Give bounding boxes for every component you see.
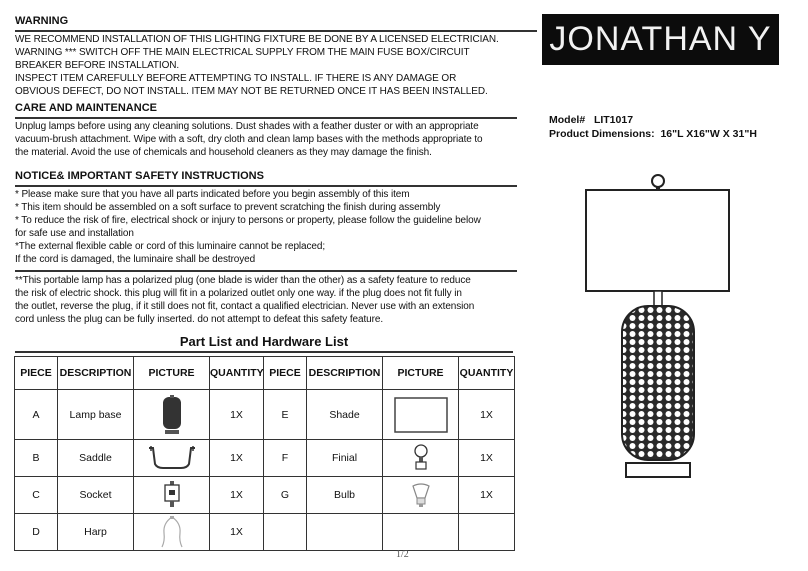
care-section: [15, 102, 517, 159]
notice-heading: NOTICE& IMPORTANT SAFETY INSTRUCTIONS: [15, 170, 264, 182]
description-cell: Socket: [58, 477, 134, 514]
picture-cell: [383, 440, 459, 477]
parts-divider: [15, 351, 513, 353]
polarized-text: [15, 274, 517, 326]
description-cell: Harp: [58, 514, 134, 551]
description-cell: Lamp base: [58, 390, 134, 440]
dimensions-label: Product Dimensions:: [549, 128, 655, 140]
parts-title: Part List and Hardware List: [179, 334, 349, 349]
polarized-line: the outlet, reverse the plug, if it still does not fit, contact a qualified electrician. Never use with an extension: [15, 301, 475, 312]
lamp-base-icon: [622, 306, 694, 460]
parts-table: [14, 356, 515, 551]
model-value: LIT1017: [593, 114, 634, 126]
quantity-cell: 1X: [459, 477, 515, 514]
piece-cell: G: [264, 477, 307, 514]
warning-heading: WARNING: [15, 15, 69, 27]
header-picture: PICTURE: [383, 357, 459, 390]
bulb-icon: [410, 482, 432, 508]
socket-icon: [162, 480, 182, 510]
lamp-illustration: [583, 170, 733, 485]
header-quantity: QUANTITY: [210, 357, 264, 390]
warning-line: OBVIOUS DEFECT, DO NOT INSTALL. ITEM MAY NOT BE RETURNED ONCE IT HAS BEEN INSTALLED.: [15, 86, 488, 97]
quantity-cell: 1X: [459, 390, 515, 440]
description-cell: Saddle: [58, 440, 134, 477]
care-text: [15, 120, 517, 159]
table-row: [15, 477, 515, 514]
header-quantity: QUANTITY: [459, 357, 515, 390]
care-line: vacuum-brush attachment. Wipe with a soft, dry cloth and clean lamp bases with the methods appropriate to: [15, 134, 483, 145]
notice-line: *The external flexible cable or cord of this luminaire cannot be replaced;: [15, 241, 325, 252]
page-number: 1/2: [396, 549, 409, 560]
warning-line: WE RECOMMEND INSTALLATION OF THIS LIGHTING FIXTURE BE DONE BY A LICENSED ELECTRICIAN.: [15, 34, 499, 45]
finial-icon: [652, 175, 664, 187]
polarized-line: **This portable lamp has a polarized plug (one blade is wider than the other) as a safety feature to reduce: [15, 275, 471, 286]
brand-logo: JONATHAN Y: [542, 14, 779, 65]
saddle-icon: [147, 444, 197, 472]
header-picture: PICTURE: [134, 357, 210, 390]
header-piece: PIECE: [264, 357, 307, 390]
warning-line: INSPECT ITEM CAREFULLY BEFORE ATTEMPTING TO INSTALL. IF THERE IS ANY DAMAGE OR: [15, 73, 457, 84]
description-cell: [307, 514, 383, 551]
notice-text: [15, 188, 517, 266]
warning-text: [15, 33, 537, 98]
picture-cell: [134, 440, 210, 477]
picture-cell: [383, 477, 459, 514]
header-piece: PIECE: [15, 357, 58, 390]
polarized-plug-section: [15, 270, 517, 326]
polarized-divider: [15, 270, 517, 272]
description-cell: Finial: [307, 440, 383, 477]
piece-cell: A: [15, 390, 58, 440]
notice-section: [15, 170, 517, 266]
care-divider: [15, 117, 517, 119]
warning-line: BREAKER BEFORE INSTALLATION.: [15, 60, 180, 71]
warning-divider: [15, 30, 537, 32]
shade-icon: [394, 397, 448, 433]
piece-cell: F: [264, 440, 307, 477]
header-description: DESCRIPTION: [58, 357, 134, 390]
table-row: [15, 390, 515, 440]
polarized-line: cord unless the plug can be fully inserted. do not attempt to defeat this safety feature.: [15, 314, 383, 325]
header-description: DESCRIPTION: [307, 357, 383, 390]
care-line: the material. Avoid the use of chemicals and household cleaners as they may damage the finish.: [15, 147, 432, 158]
shade-icon: [586, 190, 729, 291]
piece-cell: B: [15, 440, 58, 477]
care-heading: CARE AND MAINTENANCE: [15, 102, 157, 114]
picture-cell: [383, 390, 459, 440]
care-line: Unplug lamps before using any cleaning solutions. Dust shades with a feather duster or with an appropriate: [15, 121, 479, 132]
quantity-cell: 1X: [210, 514, 264, 551]
lamp-base-icon: [161, 395, 183, 435]
piece-cell: E: [264, 390, 307, 440]
picture-cell: [383, 514, 459, 551]
notice-divider: [15, 185, 517, 187]
finial-icon: [411, 443, 431, 473]
piece-cell: [264, 514, 307, 551]
description-cell: Shade: [307, 390, 383, 440]
table-row: [15, 514, 515, 551]
piece-cell: D: [15, 514, 58, 551]
picture-cell: [134, 390, 210, 440]
notice-line: * This item should be assembled on a soft surface to prevent scratching the finish during assembly: [15, 202, 441, 213]
quantity-cell: 1X: [210, 390, 264, 440]
description-cell: Bulb: [307, 477, 383, 514]
quantity-cell: 1X: [210, 477, 264, 514]
warning-section: [15, 15, 537, 98]
warning-line: WARNING *** SWITCH OFF THE MAIN ELECTRICAL SUPPLY FROM THE MAIN FUSE BOX/CIRCUIT: [15, 47, 470, 58]
model-label: Model#: [549, 114, 586, 126]
table-row: [15, 440, 515, 477]
quantity-cell: 1X: [459, 440, 515, 477]
quantity-cell: [459, 514, 515, 551]
picture-cell: [134, 477, 210, 514]
dimensions-value: 16"L X16"W X 31"H: [660, 128, 757, 140]
quantity-cell: 1X: [210, 440, 264, 477]
notice-line: * Please make sure that you have all parts indicated before you begin assembly of this item: [15, 189, 410, 200]
model-info: [549, 113, 757, 141]
picture-cell: [134, 514, 210, 551]
notice-line: for safe use and installation: [15, 228, 134, 239]
notice-line: If the cord is damaged, the luminaire shall be destroyed: [15, 254, 256, 265]
notice-line: * To reduce the risk of fire, electrical shock or injury to persons or property, please follow the guideline below: [15, 215, 481, 226]
polarized-line: the risk of electric shock. this plug will fit in a polarized outlet only one way. if the plug does not fit fully in: [15, 288, 462, 299]
table-header-row: [15, 357, 515, 390]
harp-icon: [158, 515, 186, 549]
piece-cell: C: [15, 477, 58, 514]
